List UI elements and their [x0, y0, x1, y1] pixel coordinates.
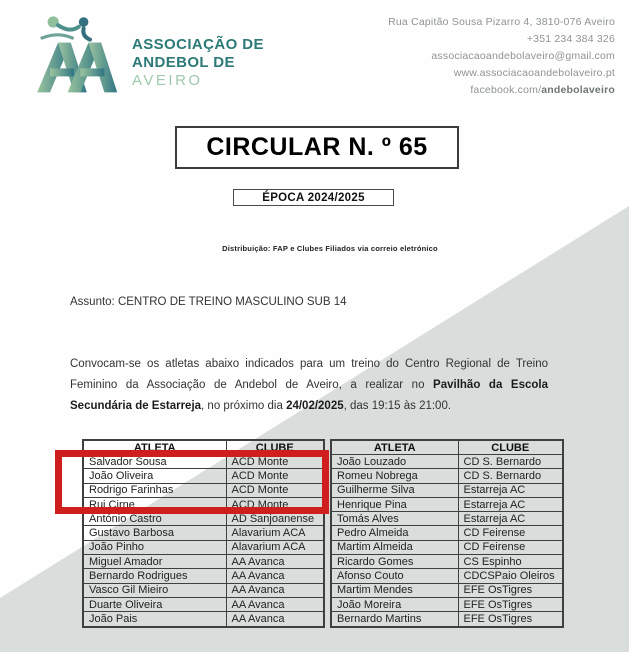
table-cell: Salvador Sousa [83, 455, 226, 469]
distribution-note: Distribuição: FAP e Clubes Filiados via correio eletrónico [222, 244, 438, 253]
table-cell: Gustavo Barbosa [83, 526, 226, 540]
column-header-clube: CLUBE [226, 440, 324, 455]
body-paragraph [70, 354, 548, 417]
facebook-handle: andebolaveiro [541, 84, 615, 96]
table-cell: Romeu Nobrega [331, 469, 458, 483]
season-label: ÉPOCA 2024/2025 [262, 191, 365, 204]
table-cell: Estarreja AC [458, 483, 563, 497]
table-row [331, 497, 563, 511]
table-cell: Vasco Gil Mieiro [83, 583, 226, 597]
table-cell: Miguel Amador [83, 555, 226, 569]
table-row [331, 569, 563, 583]
table-cell: Tomás Alves [331, 512, 458, 526]
table-row [83, 526, 324, 540]
table-cell: Alavarium ACA [226, 526, 324, 540]
season-box [233, 189, 394, 206]
column-header-clube: CLUBE [458, 440, 563, 455]
table-cell: AA Avanca [226, 569, 324, 583]
contact-facebook[interactable] [388, 82, 615, 99]
circular-number-box [175, 126, 459, 169]
table-cell: ACD Monte [226, 455, 324, 469]
table-row [331, 555, 563, 569]
paragraph-bold-venue: Pavilhão da Escola Secundária de Estarreja [70, 379, 548, 412]
table-cell: AD Sanjoanense [226, 512, 324, 526]
red-highlight-rectangle [55, 450, 329, 514]
table-cell: Henrique Pina [331, 497, 458, 511]
table-row [83, 597, 324, 611]
table-cell: Afonso Couto [331, 569, 458, 583]
table-cell: AA Avanca [226, 612, 324, 627]
table-cell: ACD Monte [226, 497, 324, 511]
table-row [83, 555, 324, 569]
wordmark-line1: ASSOCIAÇÃO DE [132, 36, 264, 53]
facebook-url-prefix: facebook.com/ [470, 84, 542, 96]
handball-player-logo-icon [26, 10, 122, 98]
table-cell: CD Feirense [458, 540, 563, 554]
table-cell: ACD Monte [226, 483, 324, 497]
contact-phone: +351 234 384 326 [526, 33, 615, 45]
table-row [331, 469, 563, 483]
wordmark-line2: ANDEBOL DE [132, 54, 235, 71]
table-cell: EFE OsTigres [458, 612, 563, 627]
table-cell: CD Feirense [458, 526, 563, 540]
table-header-row [331, 440, 563, 455]
contact-website[interactable]: www.associacaoandebolaveiro.pt [453, 67, 615, 79]
table-cell: CD S. Bernardo [458, 469, 563, 483]
table-cell: CDCSPaio Oleiros [458, 569, 563, 583]
association-wordmark [132, 36, 264, 90]
table-cell: EFE OsTigres [458, 597, 563, 611]
table-cell: Alavarium ACA [226, 540, 324, 554]
table-row [331, 583, 563, 597]
table-row [331, 455, 563, 469]
table-cell: António Castro [83, 512, 226, 526]
table-cell: Martim Mendes [331, 583, 458, 597]
table-row [83, 583, 324, 597]
table-cell: AA Avanca [226, 597, 324, 611]
table-cell: Pedro Almeida [331, 526, 458, 540]
table-cell: Duarte Oliveira [83, 597, 226, 611]
column-header-atleta: ATLETA [83, 440, 226, 455]
athlete-table-right [330, 439, 564, 628]
table-row [83, 612, 324, 627]
table-cell: Martim Almeida [331, 540, 458, 554]
table-cell: João Louzado [331, 455, 458, 469]
contact-block [388, 14, 615, 99]
table-cell: AA Avanca [226, 583, 324, 597]
table-cell: CS Espinho [458, 555, 563, 569]
table-cell: EFE OsTigres [458, 583, 563, 597]
paragraph-bold-date: 24/02/2025 [286, 400, 344, 412]
subject-line: Assunto: CENTRO DE TREINO MASCULINO SUB 14 [70, 296, 347, 308]
table-cell: Ricardo Gomes [331, 555, 458, 569]
paragraph-text-2: , no próximo dia [201, 400, 287, 412]
table-cell: Guilherme Silva [331, 483, 458, 497]
table-row [83, 540, 324, 554]
wordmark-line3: AVEIRO [132, 72, 203, 89]
table-cell: ACD Monte [226, 469, 324, 483]
column-header-atleta: ATLETA [331, 440, 458, 455]
table-cell: João Moreira [331, 597, 458, 611]
table-cell: AA Avanca [226, 555, 324, 569]
paragraph-text-1: Convocam-se os atletas abaixo indicados para um treino do Centro Regional de Treino Feminino da Associação de Andebol de Aveiro, a realizar no [70, 358, 548, 391]
contact-address: Rua Capitão Sousa Pizarro 4, 3810-076 Aveiro [388, 16, 615, 28]
table-cell: Bernardo Rodrigues [83, 569, 226, 583]
table-row [331, 540, 563, 554]
table-cell: João Pais [83, 612, 226, 627]
table-row [83, 569, 324, 583]
circular-title: CIRCULAR N. º 65 [206, 133, 428, 161]
table-cell: Rodrigo Farinhas [83, 483, 226, 497]
table-row [331, 483, 563, 497]
table-cell: Bernardo Martins [331, 612, 458, 627]
paragraph-text-3: , das 19:15 às 21:00. [343, 400, 452, 412]
table-cell: Estarreja AC [458, 497, 563, 511]
table-row [331, 597, 563, 611]
table-cell: João Oliveira [83, 469, 226, 483]
table-cell: CD S. Bernardo [458, 455, 563, 469]
association-logo [26, 10, 264, 98]
table-row [331, 612, 563, 627]
table-cell: Rui Cirne [83, 497, 226, 511]
contact-email[interactable]: associacaoandebolaveiro@gmail.com [431, 50, 615, 62]
table-cell: Estarreja AC [458, 512, 563, 526]
table-row [331, 512, 563, 526]
table-cell: João Pinho [83, 540, 226, 554]
table-row [331, 526, 563, 540]
